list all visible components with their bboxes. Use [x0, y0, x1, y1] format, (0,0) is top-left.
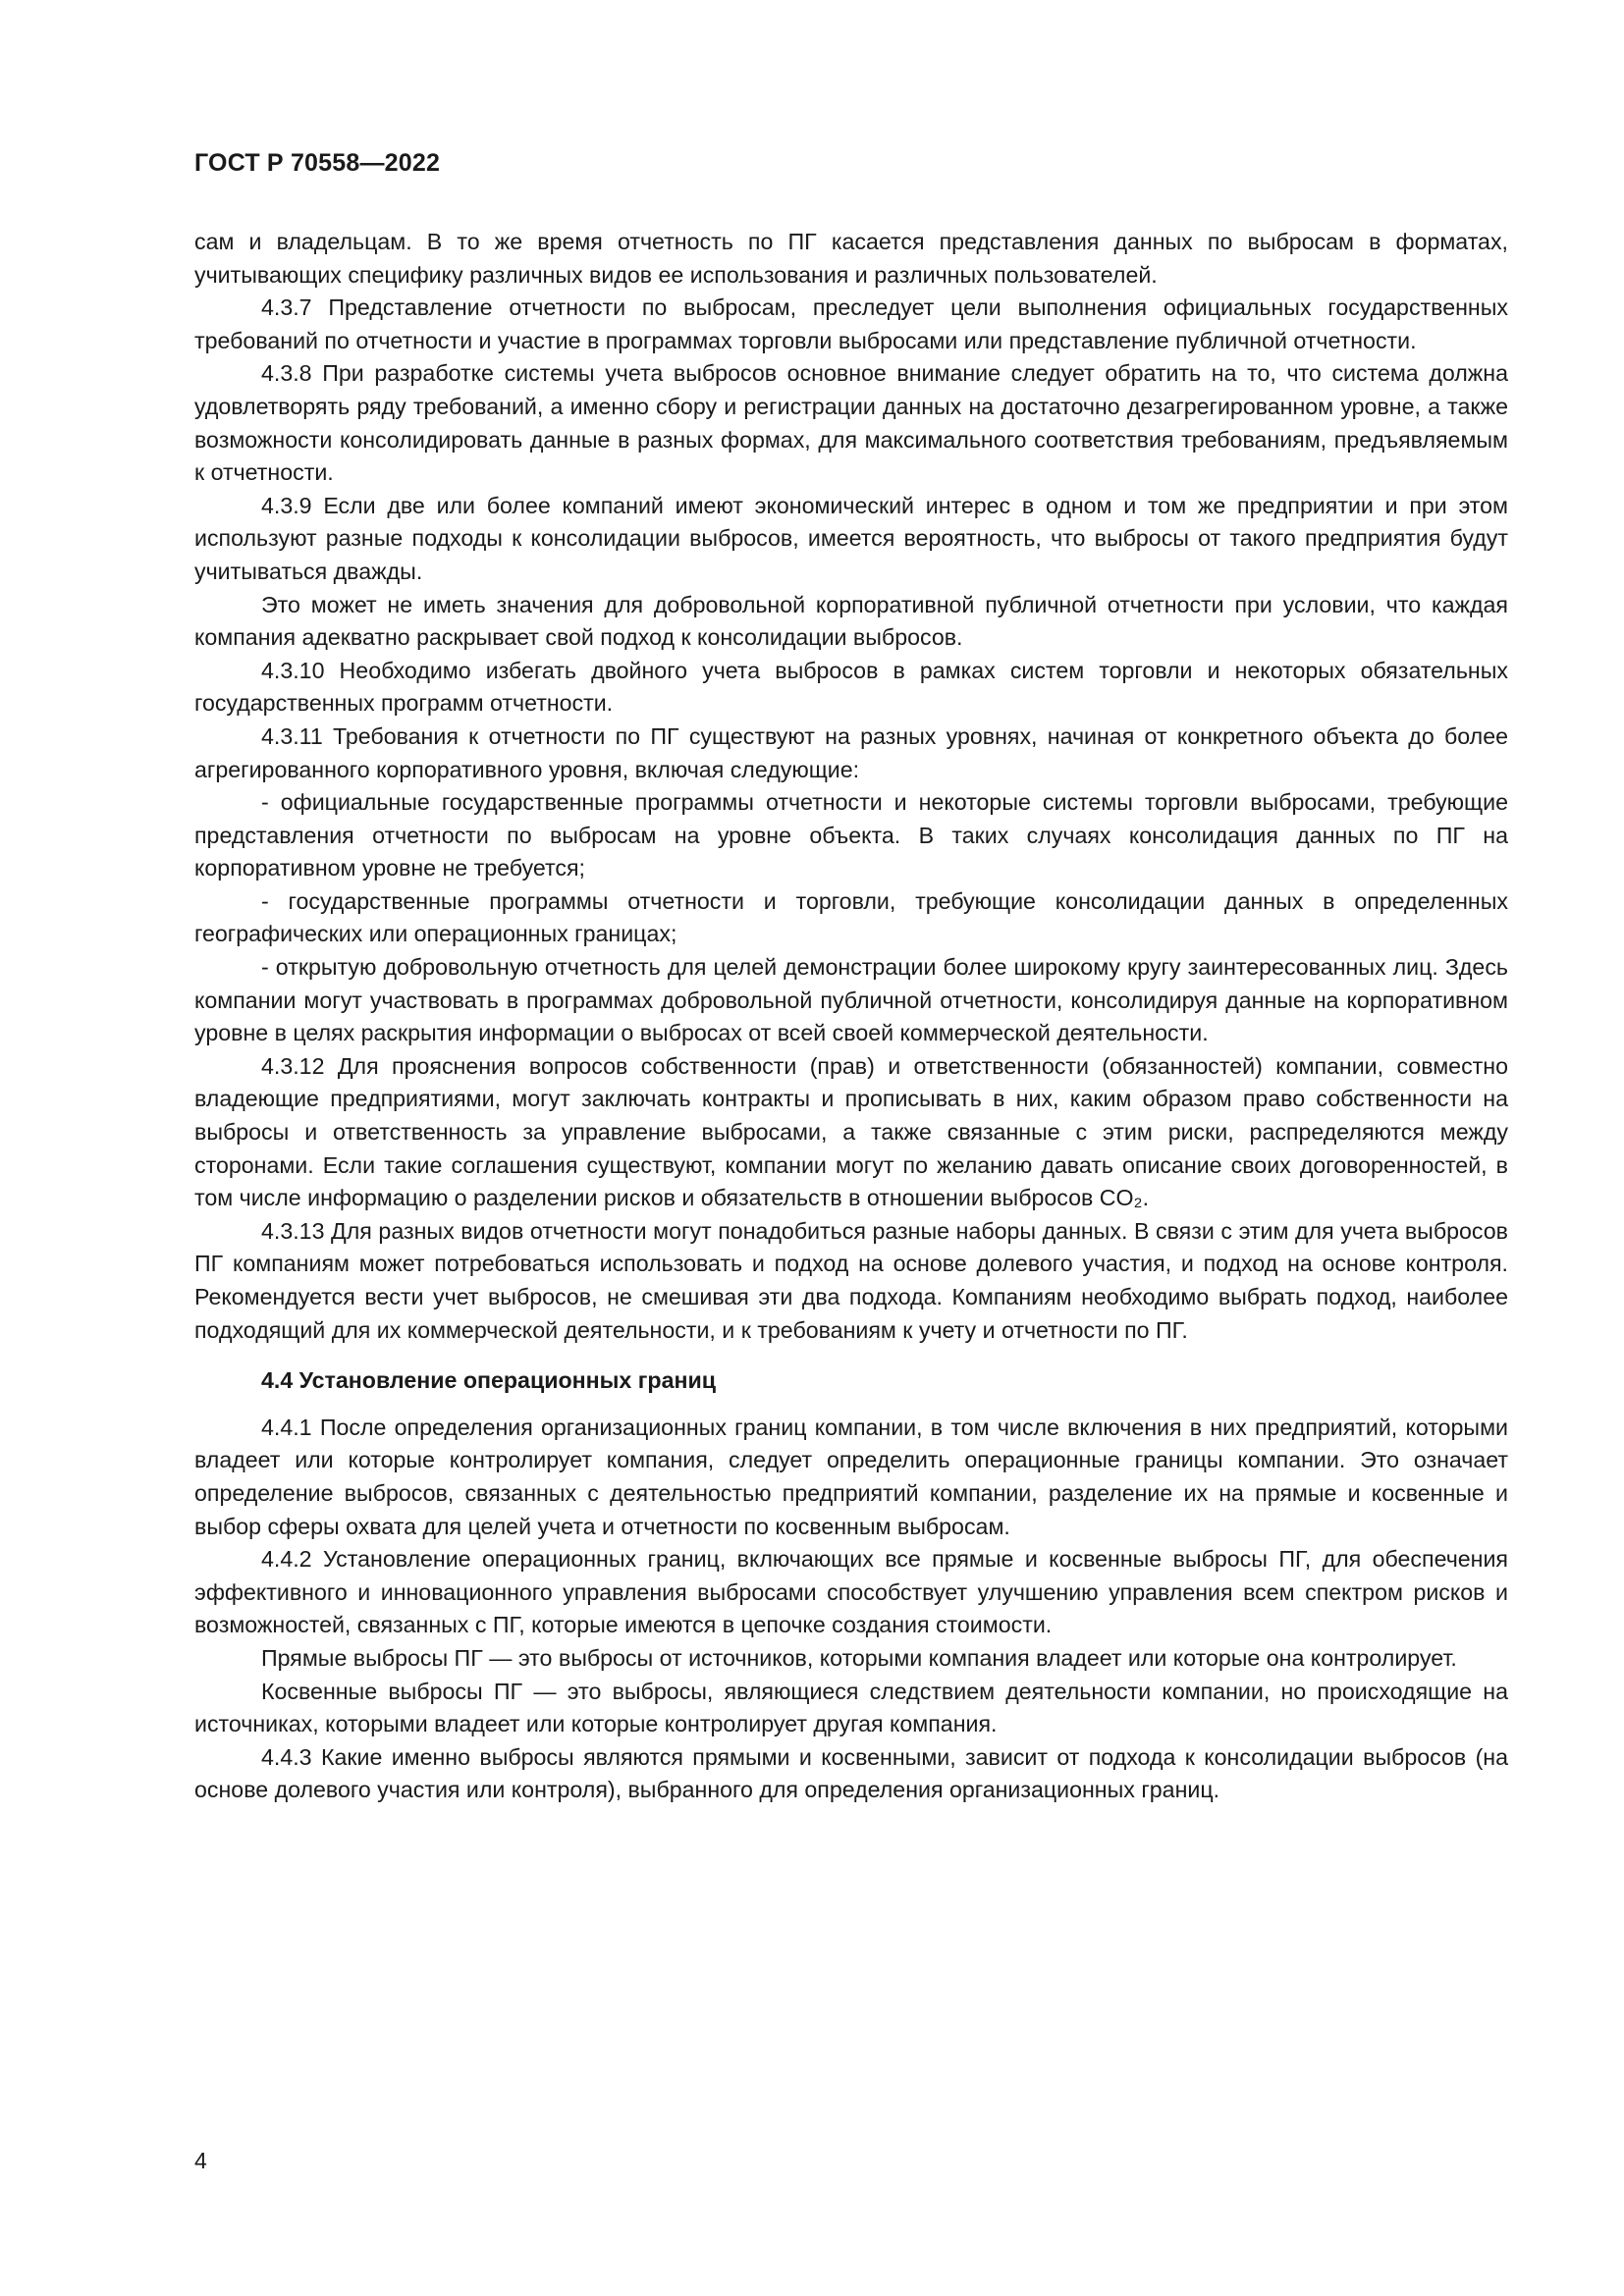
paragraph-4-3-7: 4.3.7 Представление отчетности по выбросам, преследует цели выполнения официальных государственных требований по отчетности и участие в программах торговли выбросами или представление публичной отчетности.	[194, 294, 1508, 353]
document-header: ГОСТ Р 70558—2022	[194, 149, 441, 177]
paragraph-direct-emissions: Прямые выбросы ПГ — это выбросы от источников, которыми компания владеет или которые она контролирует.	[261, 1644, 1457, 1671]
paragraph-4-3-13: 4.3.13 Для разных видов отчетности могут понадобиться разные наборы данных. В связи с этим для учета выбросов ПГ компаниям может потребоваться использовать и подход на основе долевого участия, и подход на основе контроля. Рекомендуется вести учет выбросов, не смешивая эти два подхода. Компаниям необходимо выбрать подход, наиболее подходящий для их коммерческой деятельности, и к требованиям к учету и отчетности по ПГ.	[194, 1217, 1508, 1343]
paragraph-continuation: сам и владельцам. В то же время отчетность по ПГ касается представления данных по выбросам в форматах, учитывающих специфику различных видов ее использования и различных пользователей.	[194, 229, 1508, 288]
document-body	[194, 226, 1508, 1807]
paragraph-4-3-8: 4.3.8 При разработке системы учета выбросов основное внимание следует обратить на то, что система должна удовлетворять ряду требований, а именно сбору и регистрации данных на достаточно дезагрегированном уровне, а также возможности консолидировать данные в разных формах, для максимального соответствия требованиям, предъявляемым к отчетности.	[194, 360, 1508, 486]
paragraph-4-3-9: 4.3.9 Если две или более компаний имеют экономический интерес в одном и том же предприятии и при этом используют разные подходы к консолидации выбросов, имеется вероятность, что выбросы от такого предприятия будут учитываться дважды.	[194, 492, 1508, 584]
section-heading-4-4: 4.4 Установление операционных границ	[261, 1367, 717, 1394]
paragraph-4-4-1: 4.4.1 После определения организационных границ компании, в том числе включения в них предприятий, которыми владеет или которые контролирует компания, следует определить операционные границы компании. Это означает определение выбросов, связанных с деятельностью предприятий компании, разделение их на прямые и косвенные и выбор сферы охвата для целей учета и отчетности по косвенным выбросам.	[194, 1414, 1508, 1539]
paragraph-indirect-emissions: Косвенные выбросы ПГ — это выбросы, являющиеся следствием деятельности компании, но происходящие на источниках, которыми владеет или которые контролирует другая компания.	[194, 1678, 1508, 1737]
page-number: 4	[194, 2148, 207, 2173]
paragraph-4-3-11: 4.3.11 Требования к отчетности по ПГ существуют на разных уровнях, начиная от конкретного объекта до более агрегированного корпоративного уровня, включая следующие:	[194, 722, 1508, 782]
list-item-state-programs: - государственные программы отчетности и торговли, требующие консолидации данных в определенных географических или операционных границах;	[194, 887, 1508, 947]
paragraph-4-3-10: 4.3.10 Необходимо избегать двойного учета выбросов в рамках систем торговли и некоторых обязательных государственных программ отчетности.	[194, 657, 1508, 717]
paragraph-4-4-2: 4.4.2 Установление операционных границ, включающих все прямые и косвенные выбросы ПГ, для обеспечения эффективного и инновационного управления выбросами способствует улучшению управления всем спектром рисков и возможностей, связанных с ПГ, которые имеются в цепочке создания стоимости.	[194, 1546, 1508, 1638]
paragraph-4-4-3: 4.4.3 Какие именно выбросы являются прямыми и косвенными, зависит от подхода к консолидации выбросов (на основе долевого участия или контроля), выбранного для определения организационных границ.	[194, 1743, 1508, 1803]
list-item-voluntary-reporting: - открытую добровольную отчетность для целей демонстрации более широкому кругу заинтересованных лиц. Здесь компании могут участвовать в программах добровольной публичной отчетности, консолидируя данные на корпоративном уровне в целях раскрытия информации о выбросах от всей своей коммерческой деятельности.	[194, 954, 1508, 1046]
list-item-official-programs: - официальные государственные программы отчетности и некоторые системы торговли выбросами, требующие представления отчетности по выбросам на уровне объекта. В таких случаях консолидация данных по ПГ на корпоративном уровне не требуется;	[194, 789, 1508, 881]
paragraph-4-3-12: 4.3.12 Для прояснения вопросов собственности (прав) и ответственности (обязанностей) компании, совместно владеющие предприятиями, могут заключать контракты и прописывать в них, каким образом право собственности на выбросы и ответственность за управление выбросами, а также связанные с этим риски, распределяются между сторонами. Если такие соглашения существуют, компании могут по желанию давать описание своих договоренностей, в том числе информацию о разделении рисков и обязательств в отношении выбросов CO₂.	[194, 1052, 1508, 1211]
paragraph-4-3-9-note: Это может не иметь значения для добровольной корпоративной публичной отчетности при условии, что каждая компания адекватно раскрывает свой подход к консолидации выбросов.	[194, 591, 1508, 651]
